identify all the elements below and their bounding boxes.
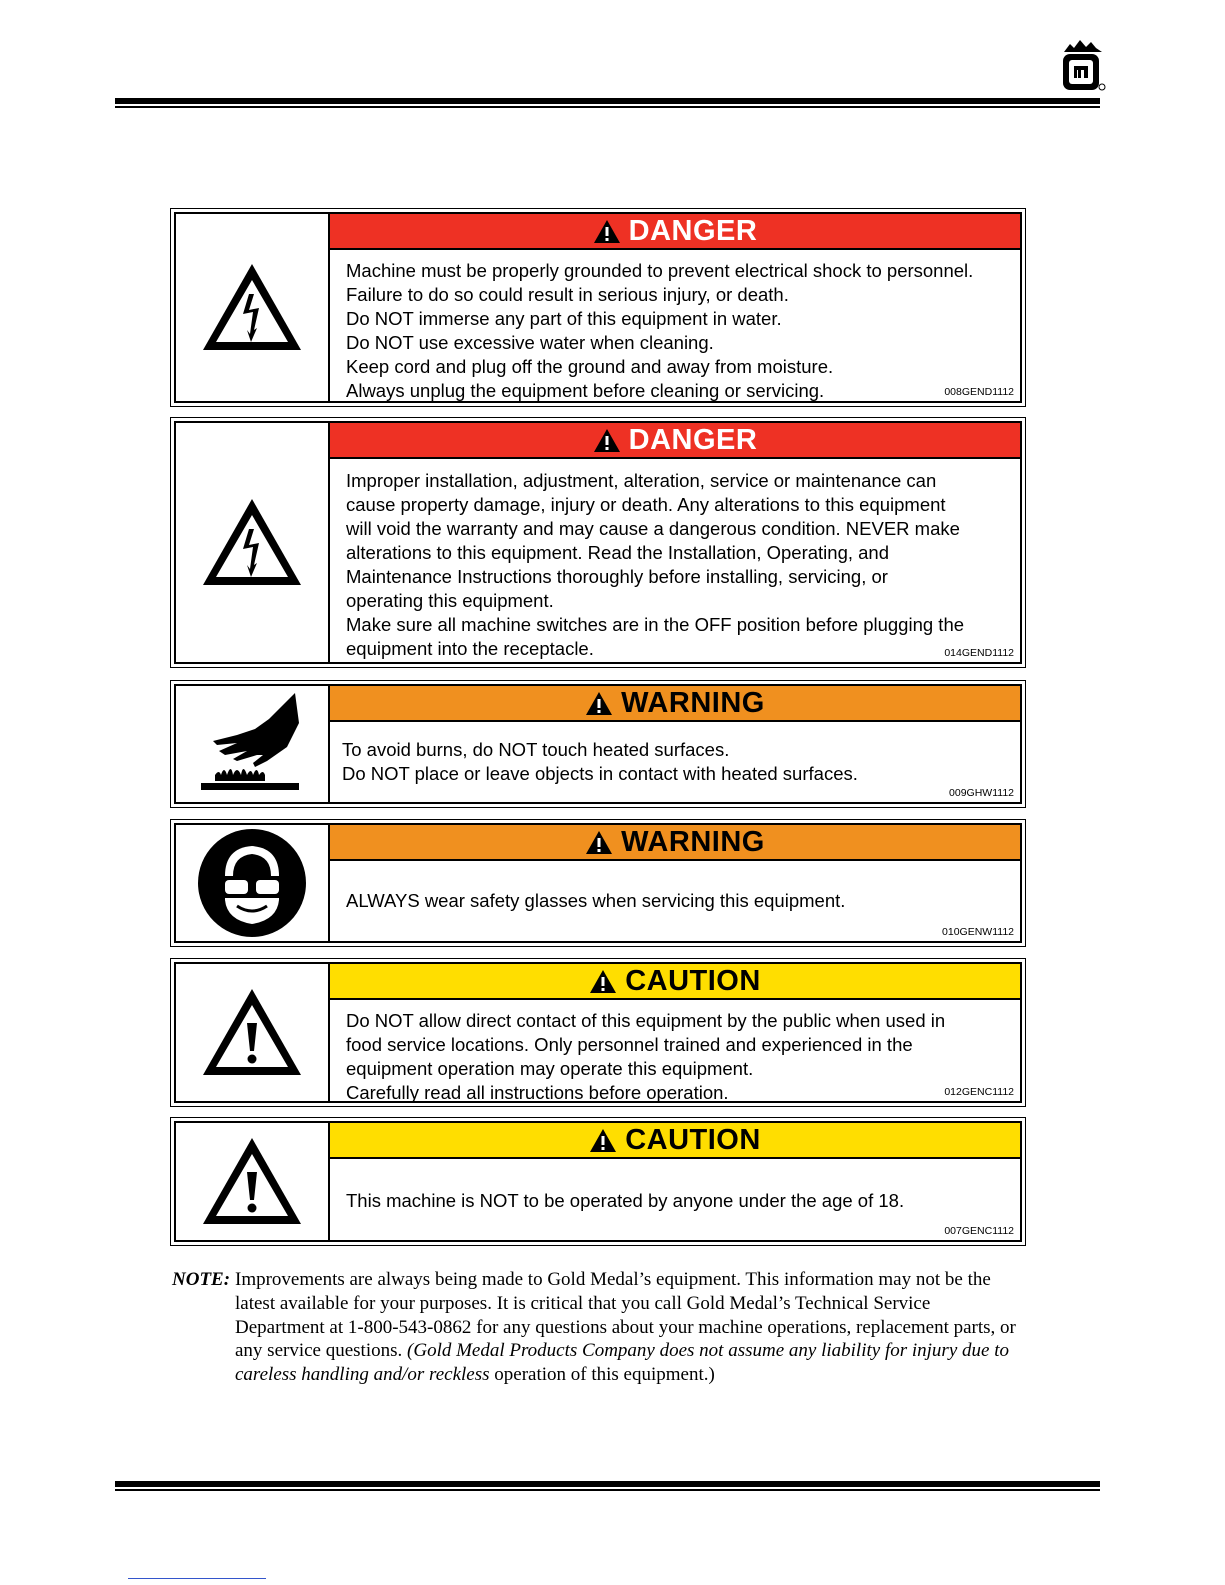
message-line: Keep cord and plug off the ground and away from moisture. [346, 356, 834, 377]
signal-word: DANGER [628, 423, 758, 456]
warning-panel-safety-glasses [170, 819, 1026, 947]
alert-triangle-icon [593, 428, 621, 453]
caution-panel-public-contact [170, 958, 1026, 1107]
alert-triangle-icon [589, 969, 617, 994]
note-text-italic: (Gold Medal Products Company does not assume any liability for injury due to careless handling and/or reckless [235, 1340, 1009, 1386]
message-line: equipment into the receptacle. [346, 638, 594, 659]
message-line: Make sure all machine switches are in the OFF position before plugging the [346, 614, 965, 635]
message-line: Maintenance Instructions thoroughly before installing, servicing, or [346, 566, 888, 587]
label-code: 014GEND1112 [944, 647, 1014, 659]
message-line: food service locations. Only personnel trained and experienced in the [346, 1034, 913, 1055]
note-label: NOTE: [172, 1269, 231, 1290]
danger-header [330, 423, 1020, 459]
label-code: 008GEND1112 [944, 386, 1014, 398]
caution-header [330, 964, 1020, 1000]
footer-rule [115, 1481, 1100, 1487]
label-code: 007GENC1112 [944, 1225, 1014, 1237]
message-line: Always unplug the equipment before cleaning or servicing. [346, 380, 825, 401]
signal-word: DANGER [628, 214, 758, 247]
header-rule-thin [115, 106, 1100, 108]
hot-surface-icon [176, 686, 330, 802]
message-line: Machine must be properly grounded to prevent electrical shock to personnel. [346, 260, 974, 281]
electrical-hazard-icon [176, 423, 330, 662]
danger-panel-installation [170, 417, 1026, 668]
signal-word: WARNING [621, 825, 765, 858]
message-line: Do NOT place or leave objects in contact with heated surfaces. [342, 763, 858, 784]
label-code: 012GENC1112 [944, 1086, 1014, 1098]
message-line: Failure to do so could result in serious injury, or death. [346, 284, 789, 305]
alert-triangle-icon [585, 830, 613, 855]
note-text-end: operation of this equipment.) [489, 1364, 715, 1386]
safety-glasses-icon [176, 825, 330, 941]
warning-header [330, 686, 1020, 722]
message-line: alterations to this equipment. Read the Installation, Operating, and [346, 542, 890, 563]
danger-header [330, 214, 1020, 250]
footer-link-underline [128, 1578, 266, 1579]
message-line: This machine is NOT to be operated by anyone under the age of 18. [346, 1190, 905, 1211]
warning-message [342, 738, 1012, 786]
signal-word: WARNING [621, 686, 765, 719]
label-code: 009GHW1112 [949, 787, 1014, 799]
warning-message [346, 889, 1012, 913]
message-line: To avoid burns, do NOT touch heated surfaces. [342, 739, 730, 760]
message-line: cause property damage, injury or death. Any alterations to this equipment [346, 494, 946, 515]
message-line: ALWAYS wear safety glasses when servicing this equipment. [346, 890, 846, 911]
exclamation-hazard-icon [176, 964, 330, 1101]
caution-message [346, 1189, 1012, 1213]
caution-header [330, 1123, 1020, 1159]
alert-triangle-icon [589, 1128, 617, 1153]
message-line: will void the warranty and may cause a dangerous condition. NEVER make [346, 518, 960, 539]
message-line: operating this equipment. [346, 590, 554, 611]
message-line: Do NOT allow direct contact of this equipment by the public when used in [346, 1010, 946, 1031]
alert-triangle-icon [585, 691, 613, 716]
message-line: Carefully read all instructions before operation. [346, 1082, 729, 1103]
label-code: 010GENW1112 [942, 926, 1014, 938]
message-line: equipment operation may operate this equipment. [346, 1058, 754, 1079]
footer-rule-thin [115, 1489, 1100, 1491]
message-line: Improper installation, adjustment, alteration, service or maintenance can [346, 470, 937, 491]
gold-medal-logo-icon [1060, 38, 1106, 94]
warning-header [330, 825, 1020, 861]
danger-message [346, 259, 1012, 403]
electrical-hazard-icon [176, 214, 330, 401]
warning-panel-hot-surface [170, 680, 1026, 808]
danger-message [346, 469, 1012, 661]
caution-message [346, 1009, 1012, 1105]
danger-panel-electrical [170, 208, 1026, 407]
signal-word: CAUTION [625, 1123, 761, 1156]
exclamation-hazard-icon [176, 1123, 330, 1240]
note-text [235, 1268, 1022, 1387]
alert-triangle-icon [593, 219, 621, 244]
header-rule [115, 98, 1100, 104]
message-line: Do NOT use excessive water when cleaning. [346, 332, 714, 353]
caution-panel-age [170, 1117, 1026, 1246]
note-text-plain: Improvements are always being made to Gold Medal’s equipment. This information may not be the latest available for your purposes. It is critical that you call Gold Medal’s Technical Service Department at 1-800-543-0862 for any questions about your machine operations, replacement parts, or any service questions. [235, 1269, 1016, 1362]
signal-word: CAUTION [625, 964, 761, 997]
note-paragraph [172, 1268, 1022, 1387]
message-line: Do NOT immerse any part of this equipment in water. [346, 308, 782, 329]
